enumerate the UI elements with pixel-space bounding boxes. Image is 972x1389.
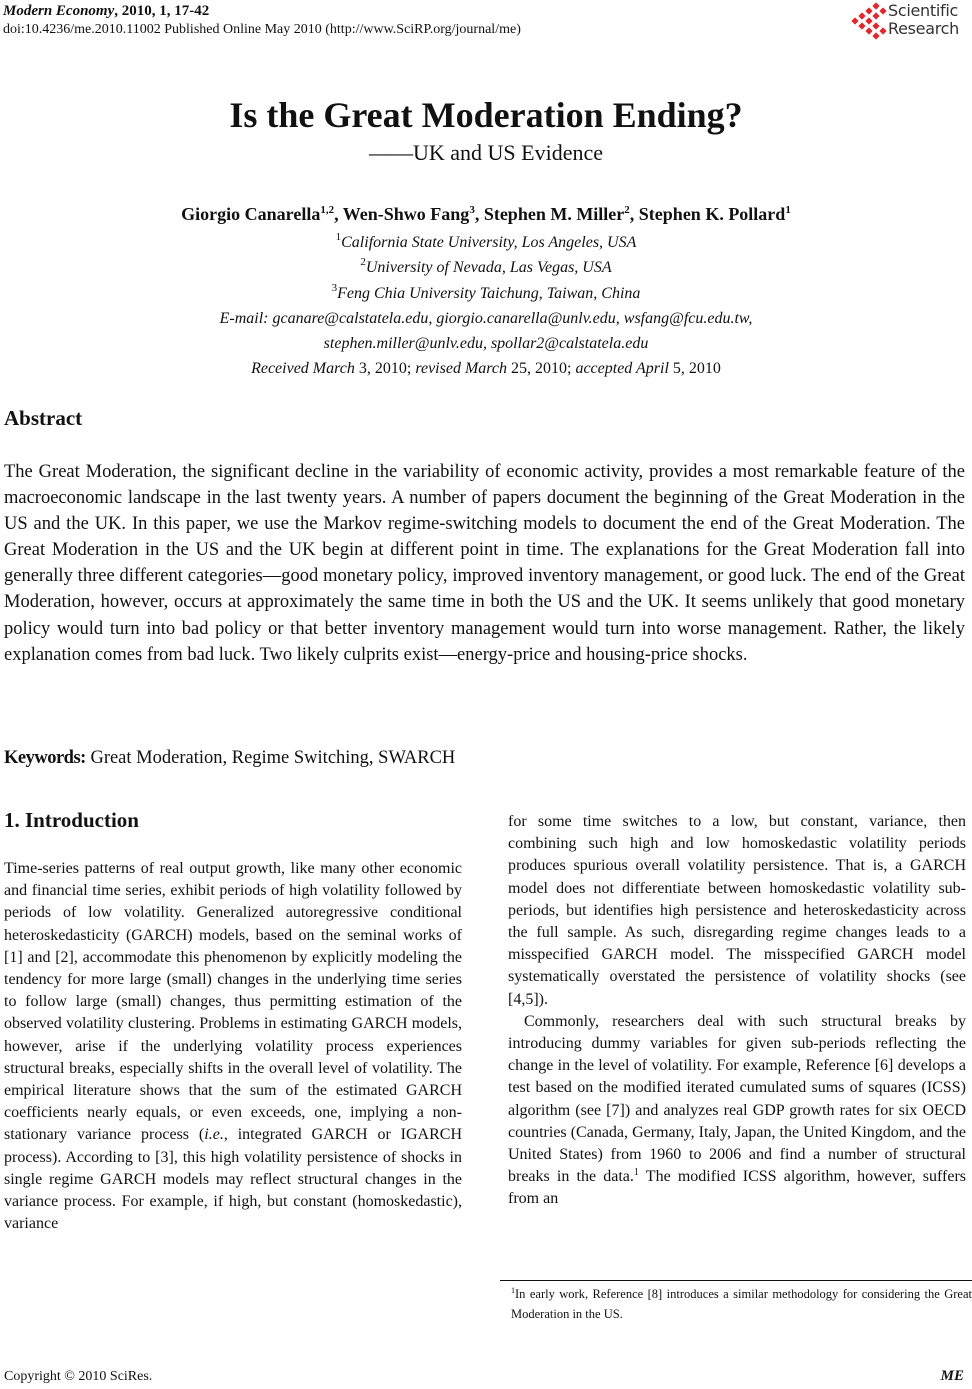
paragraph: Commonly, researchers deal with such structural breaks by introducing dummy variables for given sub-periods reflecting the change in the level of volatility. For example, Reference [6] develops a test based on the modified iterated cumulated sums of squares (ICSS) algorithm (see [7]) and analyzes real GDP growth rates for six OECD countries (Canada, Germany, Italy, Japan, the United Kingdom, and the United States) from 1960 to 2006 and find a number of structural breaks in the data.$^1$ The modified ICSS algorithm, however, suffers from an: [508, 1012, 966, 1208]
affiliation: $^3$Feng Chia University Taichung, Taiwan, China: [331, 282, 641, 302]
journal-name: Modern Economy: [3, 3, 115, 19]
doi-line: doi:10.4236/me.2010.11002 Published Online May 2010 (http://www.SciRP.org/journal/me): [3, 22, 521, 37]
author: Stephen K. Pollard$^1$: [638, 204, 791, 224]
paper-subtitle: ——UK and US Evidence: [368, 140, 603, 165]
footnote: [511, 1284, 972, 1324]
journal-volume-pages: , 2010, 1, 17-42: [114, 3, 210, 19]
author: Giorgio Canarella$^{1,2}$,: [181, 204, 343, 224]
footnote-text: In early work, Reference [8] introduces a similar methodology for considering the Great Moderation in the US.: [511, 1287, 972, 1321]
author-list: [0, 203, 972, 225]
scientific-research-diamond-logo-icon: [850, 2, 888, 42]
logo-diamond: [865, 27, 872, 34]
body-column-left: [4, 858, 462, 1235]
logo-diamond: [872, 2, 879, 9]
logo-diamond: [879, 7, 886, 14]
email-label: E-mail: [219, 310, 264, 327]
email-line: [0, 309, 972, 329]
keywords: [4, 746, 455, 770]
keywords-value: Great Moderation, Regime Switching, SWARCH: [85, 748, 456, 768]
publisher-logo: [850, 2, 972, 42]
received-dates: Received March 3, 2010; revised March 25, 2010; accepted April 5, 2010: [251, 360, 721, 377]
email-addresses: : gcanare@calstatela.edu, giorgio.canarella@unlv.edu, wsfang@fcu.edu.tw,: [263, 310, 753, 327]
logo-line-2: Research: [888, 19, 959, 38]
paragraph: Time-series patterns of real output growth, like many other economic and financial time series, exhibit periods of high volatility followed by periods of low volatility. Generalized autoregressive conditional heteroskedasticity (GARCH) models, based on the seminal works of [1] and [2], accommodate this phenomenon by explicitly modeling the tendency for more large (small) changes in the underlying time series to follow large (small) changes, thus permitting estimation of the observed volatility clustering. Problems in estimating GARCH models, however, arise if the underlying volatility process experiences structural breaks, especially shifts in the overall level of volatility. The empirical literature shows that the sum of the estimated GARCH coefficients nearly equals, or even exceeds, one, implying a non-stationary variance process (i.e., integrated GARCH or IGARCH process). According to [3], this high volatility persistence of shocks in single regime GARCH models may reflect structural changes in the variance process. For example, if high, but constant (homoskedastic), variance: [4, 860, 463, 1233]
journal-abbreviation: ME: [940, 1368, 964, 1384]
logo-diamond: [872, 12, 879, 19]
logo-diamond: [865, 7, 872, 14]
logo-diamond: [858, 12, 865, 19]
journal-citation: [3, 2, 209, 20]
footnote-divider: [500, 1280, 972, 1281]
logo-diamond: [858, 22, 865, 29]
affiliation: $^1$California State University, Los Angeles, USA: [335, 231, 637, 251]
body-column-right: [508, 811, 966, 1211]
affiliation: $^2$University of Nevada, Las Vegas, USA: [360, 256, 612, 276]
footnote-mark: 1: [511, 1286, 515, 1295]
paper-title: Is the Great Moderation Ending?: [229, 95, 743, 135]
email-line-2: stephen.miller@unlv.edu, spollar2@calstatela.edu: [323, 335, 649, 352]
author: Stephen M. Miller$^2$,: [483, 204, 639, 224]
footnote-marker[interactable]: 1: [633, 1167, 639, 1179]
logo-line-1: Scientific: [888, 1, 958, 20]
logo-diamond: [879, 27, 886, 34]
keywords-label: Keywords:: [4, 748, 86, 768]
logo-diamond: [872, 32, 879, 39]
copyright-notice: Copyright © 2010 SciRes.: [4, 1369, 153, 1384]
introduction-heading: 1. Introduction: [4, 808, 139, 832]
abstract-heading: Abstract: [4, 406, 83, 430]
publisher-logo-text: [888, 2, 959, 38]
logo-diamond: [865, 17, 872, 24]
paragraph: for some time switches to a low, but constant, variance, then combining such high and low homoskedastic volatility periods produces spurious overall volatility persistence. That is, a GARCH model does not differentiate between homoskedastic volatility sub-periods, but identifies high persistence and heteroskedasticity across the full sample. As such, disregarding regime changes leads to a misspecified GARCH model. The misspecified GARCH model systematically overstated the persistence of volatility shocks (see [4,5]).: [508, 813, 966, 1008]
author: Wen-Shwo Fang$^3$,: [342, 204, 484, 224]
logo-diamond: [851, 17, 858, 24]
logo-diamond: [872, 22, 879, 29]
abstract-text: The Great Moderation, the significant decline in the variability of economic activity, provides a most remarkable feature of the macroeconomic landscape in the last twenty years. A number of papers document the beginning of the Great Moderation in the US and the UK. In this paper, we use the Markov regime-switching models to document the end of the Great Moderation. The Great Moderation in the US and the UK begin at different point in time. The explanations for the Great Moderation fall into generally three different categories—good monetary policy, improved inventory management, or good luck. The end of the Great Moderation, however, occurs at approximately the same time in both the US and the UK. It seems unlikely that good monetary policy would turn into bad policy or that better inventory management would turn into worse management. Rather, the likely explanation comes from bad luck. Two likely culprits exist—energy-price and housing-price shocks.: [4, 462, 965, 665]
